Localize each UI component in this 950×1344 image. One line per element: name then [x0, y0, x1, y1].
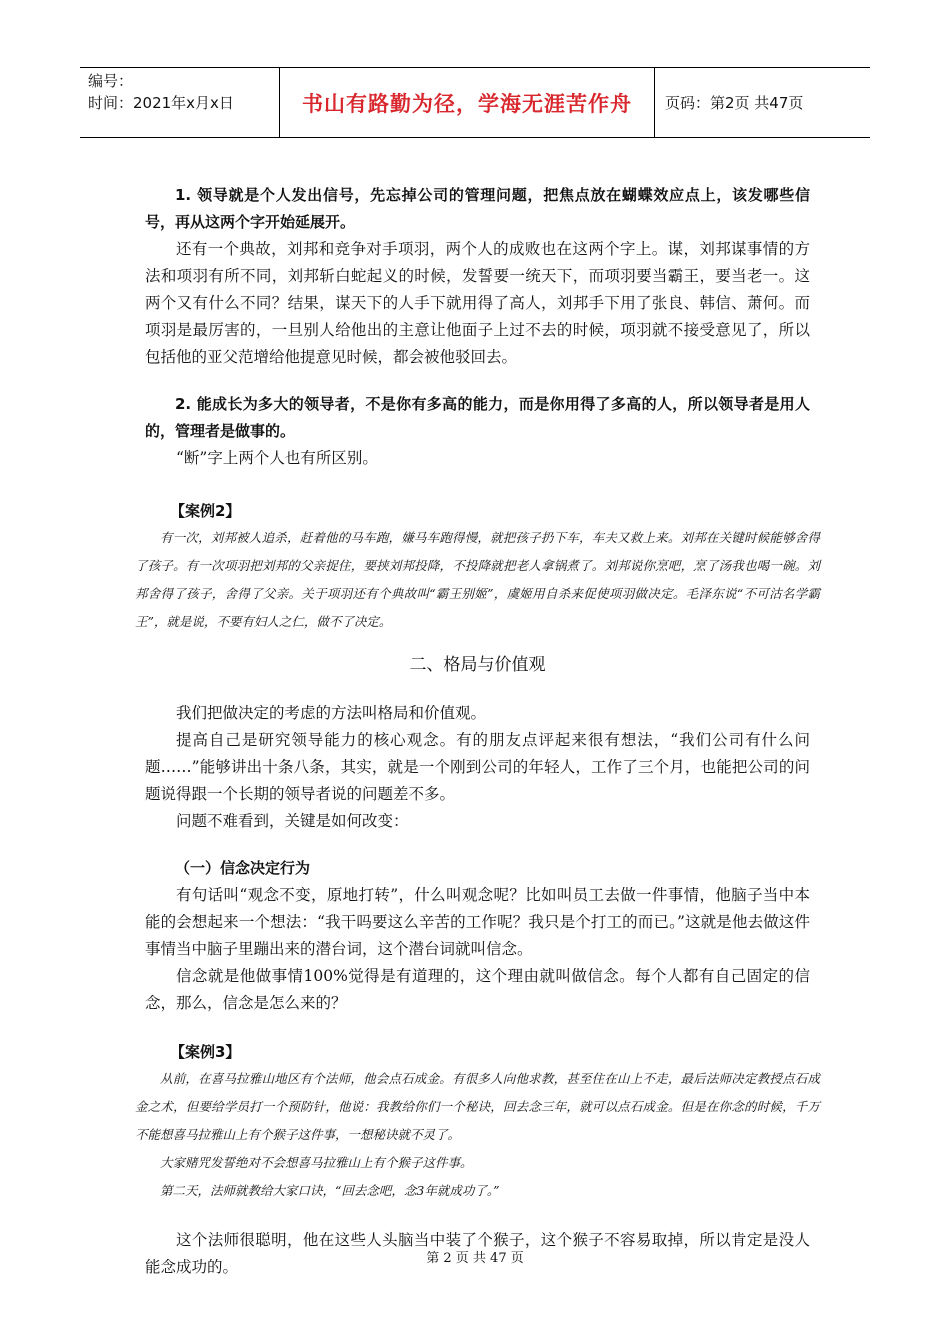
paragraph-duan: “断”字上两个人也有所区别。 [176, 449, 378, 467]
paragraph-point-1: 1. 领导就是个人发出信号，先忘掉公司的管理问题，把焦点放在蝴蝶效应点上，该发哪些信号，再从这两个字开始延展开。 [145, 186, 810, 231]
case-3-line-3: 第二天，法师就教给大家口诀，“回去念吧，念3年就成功了。” [160, 1183, 500, 1198]
paragraph-geju: 我们把做决定的考虑的方法叫格局和价值观。 [176, 704, 487, 722]
header-page-label: 页码：第2页 共47页 [665, 94, 804, 112]
section-2-title: 二、格局与价值观 [409, 655, 546, 675]
paragraph-monkey: 这个法师很聪明，他在这些人头脑当中装了个猴子，这个猴子不容易取掉，所以肯定是没人能念成功的。 [145, 1231, 810, 1276]
paragraph-point-2: 2. 能成长为多大的领导者，不是你有多高的能力，而是你用得了多高的人，所以领导者是用人的，管理者是做事的。 [145, 395, 810, 440]
header-table [80, 67, 870, 138]
paragraph-core-concept: 提高自己是研究领导能力的核心观念。有的朋友点评起来很有想法，“我们公司有什么问题……”能够讲出十条八条，其实，就是一个刚到公司的年轻人，工作了三个月，也能把公司的问题说得跟一个长期的领导者说的问题差不多。 [145, 731, 810, 803]
case-2-title: 【案例2】 [170, 502, 241, 520]
document-body [135, 182, 820, 1281]
paragraph-liu-xiang: 还有一个典故，刘邦和竞争对手项羽，两个人的成败也在这两个字上。谋，刘邦谋事情的方法和项羽有所不同，刘邦斩白蛇起义的时候，发誓要一统天下，而项羽要当霸王，要当老一。这两个又有什么不同？结果，谋天下的人手下就用得了高人，刘邦手下用了张良、韩信、萧何。而项羽是最厉害的，一旦别人给他出的主意让他面子上过不去的时候，项羽就不接受意见了，所以包括他的亚父范增给他提意见时候，都会被他驳回去。 [145, 240, 810, 366]
paragraph-guannian: 有句话叫“观念不变，原地打转”，什么叫观念呢？比如叫员工去做一件事情，他脑子当中本能的会想起来一个想法：“我干吗要这么辛苦的工作呢？我只是个打工的而已。”这就是他去做这件事情当中脑子里蹦出来的潜台词，这个潜台词就叫信念。 [145, 886, 810, 958]
subsection-1-title: （一）信念决定行为 [175, 859, 311, 877]
case-3-line-2: 大家赌咒发誓绝对不会想喜马拉雅山上有个猴子这件事。 [160, 1155, 473, 1170]
case-2-text: 有一次，刘邦被人追杀，赶着他的马车跑，嫌马车跑得慢，就把孩子扔下车，车夫又救上来。刘邦在关键时候能够舍得了孩子。有一次项羽把刘邦的父亲捉住，要挟刘邦投降，不投降就把老人拿锅煮了。刘邦说你烹吧，烹了汤我也喝一碗。刘邦舍得了孩子，舍得了父亲。关于项羽还有个典故叫“霸王别姬”，虞姬用自杀来促使项羽做决定。毛泽东说“不可沽名学霸王”，就是说，不要有妇人之仁，做不了决定。 [135, 530, 820, 629]
page-footer: 第 2 页 共 47 页 [426, 1251, 524, 1266]
paragraph-how-change: 问题不难看到，关键是如何改变： [176, 812, 409, 830]
header-motto: 书山有路勤为径，学海无涯苦作舟 [280, 68, 655, 137]
paragraph-xinnian: 信念就是他做事情100%觉得是有道理的，这个理由就叫做信念。每个人都有自己固定的信念，那么，信念是怎么来的？ [145, 967, 810, 1012]
document-number-label: 编号： [88, 72, 134, 90]
case-3-text: 从前，在喜马拉雅山地区有个法师，他会点石成金。有很多人向他求教，甚至住在山上不走，最后法师决定教授点石成金之术，但要给学员打一个预防针，他说：我教给你们一个秘诀，回去念三年，就可以点石成金。但是在你念的时候，千万不能想喜马拉雅山上有个猴子这件事，一想秘诀就不灵了。 [135, 1071, 820, 1142]
header-left-cell [80, 68, 280, 137]
document-date-label: 时间：2021年x月x日 [88, 94, 234, 112]
case-3-title: 【案例3】 [170, 1043, 241, 1061]
